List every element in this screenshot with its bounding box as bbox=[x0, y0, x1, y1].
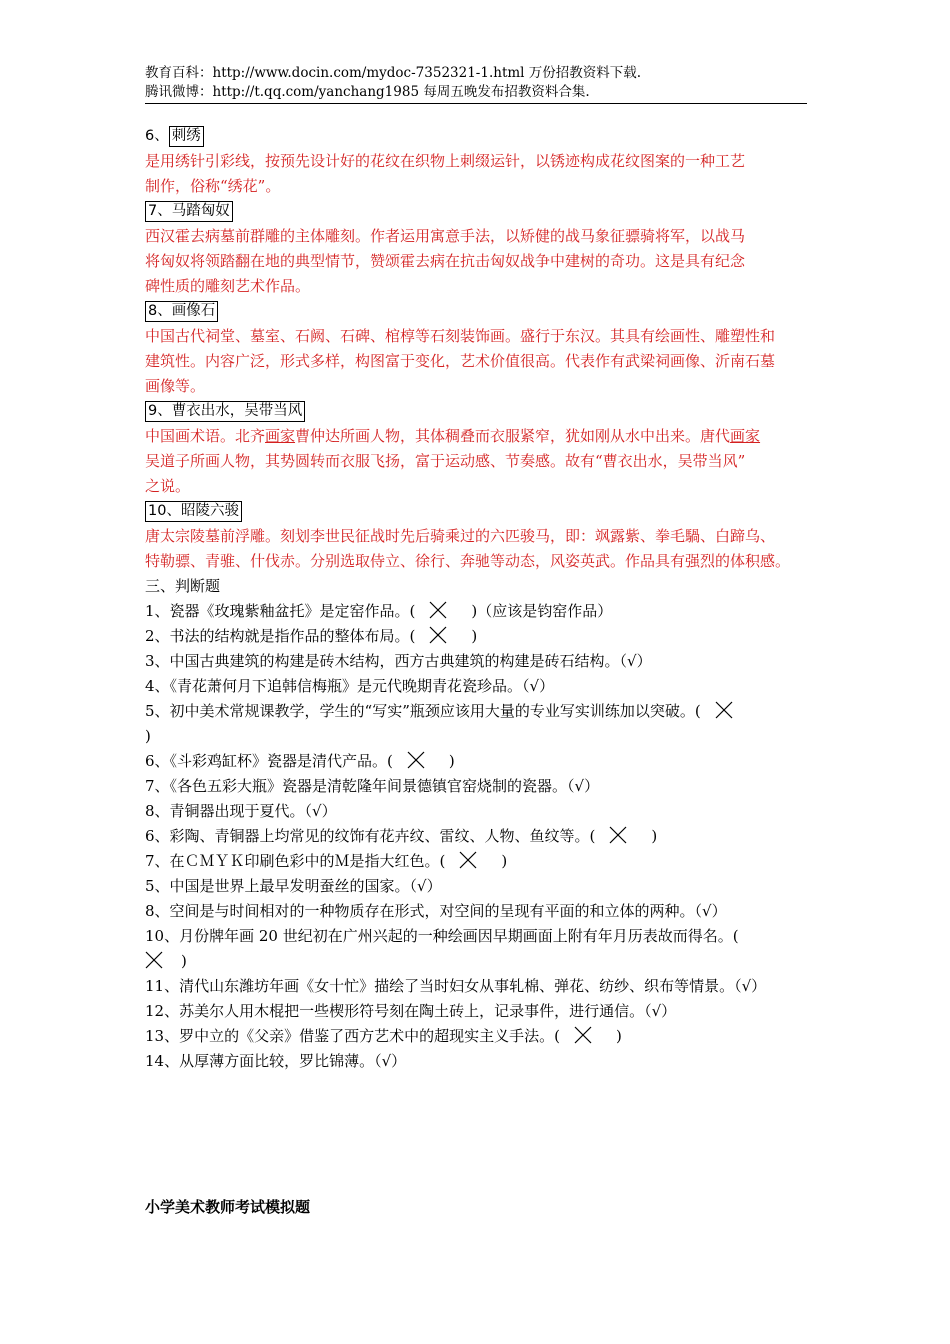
section-title: 三、判断题 bbox=[145, 577, 221, 595]
judgment-question bbox=[145, 649, 825, 674]
term-heading bbox=[145, 299, 825, 324]
cross-mark-icon bbox=[560, 1026, 616, 1044]
judgment-question bbox=[145, 774, 825, 799]
cross-mark-icon bbox=[393, 751, 449, 769]
question-text: 4、《青花萧何月下追韩信梅瓶》是元代晚期青花瓷珍品。（√） bbox=[145, 677, 555, 695]
definition-line: 画像等。 bbox=[145, 377, 206, 395]
painter-link[interactable]: 画家 bbox=[265, 427, 296, 445]
question-text: 3、中国古典建筑的构建是砖木结构，西方古典建筑的构建是砖石结构。（√） bbox=[145, 652, 652, 670]
term-number: 6、 bbox=[145, 128, 169, 144]
question-suffix: ) bbox=[651, 827, 658, 845]
question-text: 10、月份牌年画 20 世纪初在广州兴起的一种绘画因早期画面上附有年月历表故而得名。( bbox=[145, 927, 739, 945]
term-title: 8、画像石 bbox=[145, 301, 218, 322]
term-definition bbox=[145, 424, 825, 499]
judgment-question bbox=[145, 624, 825, 649]
question-text: 6、《斗彩鸡缸杯》瓷器是清代产品。( bbox=[145, 752, 393, 770]
definition-line: 吴道子所画人物，其势圆转而衣服飞扬，富于运动感、节奏感。故有“曹衣出水，吴带当风” bbox=[145, 452, 746, 470]
question-suffix: ) bbox=[448, 752, 455, 770]
term-heading bbox=[145, 199, 825, 224]
judgment-question bbox=[145, 874, 825, 899]
term-definition bbox=[145, 149, 825, 199]
judgment-question bbox=[145, 999, 825, 1024]
judgment-question bbox=[145, 599, 825, 624]
question-suffix: ) bbox=[145, 727, 151, 745]
definition-line: 是用绣针引彩线，按预先设计好的花纹在织物上刺缀运针，以锈迹构成花纹图案的一种工艺 bbox=[145, 152, 746, 170]
cross-mark-icon bbox=[445, 851, 501, 869]
cross-mark-icon bbox=[415, 601, 471, 619]
document-body bbox=[145, 124, 825, 1074]
term-heading bbox=[145, 499, 825, 524]
judgment-question bbox=[145, 749, 825, 774]
question-text: 8、空间是与时间相对的一种物质存在形式，对空间的呈现有平面的和立体的两种。（√） bbox=[145, 902, 727, 920]
question-text: 13、罗中立的《父亲》借鉴了西方艺术中的超现实主义手法。( bbox=[145, 1027, 560, 1045]
cross-mark-icon bbox=[145, 951, 181, 969]
question-text: 7、《各色五彩大瓶》瓷器是清乾隆年间景德镇官窑烧制的瓷器。（√） bbox=[145, 777, 600, 795]
question-text: 1、瓷器《玫瑰紫釉盆托》是定窑作品。( bbox=[145, 602, 416, 620]
question-suffix: ) bbox=[615, 1027, 622, 1045]
question-suffix: ) bbox=[181, 952, 187, 970]
header-line-2: 腾讯微博：http://t.qq.com/yanchang1985 每周五晚发布招教资料合集. bbox=[145, 84, 590, 100]
judgment-question bbox=[145, 799, 825, 824]
term-title: 刺绣 bbox=[169, 126, 204, 147]
question-text: 8、青铜器出现于夏代。（√） bbox=[145, 802, 337, 820]
question-suffix: )（应该是钧窑作品） bbox=[471, 602, 613, 620]
term-definition bbox=[145, 324, 825, 399]
footer-title: 小学美术教师考试模拟题 bbox=[145, 1198, 311, 1216]
term-heading bbox=[145, 124, 825, 149]
question-list bbox=[145, 599, 825, 1074]
question-text: 5、初中美术常规课教学，学生的“写实”瓶颈应该用大量的专业写实训练加以突破。( bbox=[145, 702, 701, 720]
judgment-question bbox=[145, 1049, 825, 1074]
question-text: 2、书法的结构就是指作品的整体布局。( bbox=[145, 627, 416, 645]
judgment-question bbox=[145, 974, 825, 999]
question-text: 14、从厚薄方面比较，罗比锦薄。（√） bbox=[145, 1052, 407, 1070]
question-suffix: ) bbox=[501, 852, 508, 870]
question-text: 11、清代山东潍坊年画《女十忙》描绘了当时妇女从事轧棉、弹花、纺纱、织布等情景。（√） bbox=[145, 977, 767, 995]
definition-line: 制作，俗称“绣花”。 bbox=[145, 177, 281, 195]
judgment-question bbox=[145, 1024, 825, 1049]
judgment-question bbox=[145, 849, 825, 874]
judgment-question bbox=[145, 899, 825, 924]
definition-text: 中国画术语。北齐 bbox=[145, 427, 266, 445]
painter-link[interactable]: 画家 bbox=[730, 427, 761, 445]
cross-mark-icon bbox=[415, 626, 471, 644]
question-suffix: ) bbox=[471, 627, 478, 645]
definition-line: 碑性质的雕刻艺术作品。 bbox=[145, 277, 311, 295]
judgment-question bbox=[145, 674, 825, 699]
judgment-question bbox=[145, 924, 825, 974]
term-heading bbox=[145, 399, 825, 424]
cross-mark-icon bbox=[595, 826, 651, 844]
page-header bbox=[145, 64, 807, 104]
definition-line: 将匈奴将领踏翻在地的典型情节，赞颂霍去病在抗击匈奴战争中建树的奇功。这是具有纪念 bbox=[145, 252, 746, 270]
judgment-question bbox=[145, 824, 825, 849]
definition-line bbox=[145, 424, 825, 449]
definition-line: 建筑性。内容广泛，形式多样，构图富于变化，艺术价值很高。代表作有武梁祠画像、沂南石墓 bbox=[145, 352, 776, 370]
definition-line: 中国古代祠堂、墓室、石阙、石碑、棺椁等石刻装饰画。盛行于东汉。其具有绘画性、雕塑性和 bbox=[145, 327, 776, 345]
judgment-question bbox=[145, 699, 825, 749]
term-title: 10、昭陵六骏 bbox=[145, 501, 242, 522]
term-title: 9、曹衣出水，吴带当风 bbox=[145, 401, 305, 422]
term-definition bbox=[145, 524, 825, 574]
definition-line: 之说。 bbox=[145, 477, 191, 495]
header-line-1: 教育百科：http://www.docin.com/mydoc-7352321-1.html 万份招教资料下载. bbox=[145, 65, 642, 81]
cross-mark-icon bbox=[701, 701, 757, 719]
definition-text: 曹仲达所画人物，其体稠叠而衣服紧窄，犹如刚从水中出来。唐代 bbox=[295, 427, 731, 445]
definition-line: 唐太宗陵墓前浮雕。刻划李世民征战时先后骑乘过的六匹骏马，即：飒露紫、拳毛騧、白蹄乌、 bbox=[145, 527, 776, 545]
question-text: 5、中国是世界上最早发明蚕丝的国家。（√） bbox=[145, 877, 442, 895]
definition-line: 特勒骠、青骓、什伐赤。分别选取侍立、徐行、奔驰等动态，风姿英武。作品具有强烈的体积感。 bbox=[145, 552, 791, 570]
term-title: 7、马踏匈奴 bbox=[145, 201, 233, 222]
term-definition bbox=[145, 224, 825, 299]
question-text: 12、苏美尔人用木棍把一些楔形符号刻在陶土砖上，记录事件，进行通信。（√） bbox=[145, 1002, 677, 1020]
question-text: 7、在ＣＭＹＫ印刷色彩中的Ｍ是指大红色。( bbox=[145, 852, 446, 870]
definition-line: 西汉霍去病墓前群雕的主体雕刻。作者运用寓意手法，以矫健的战马象征骠骑将军，以战马 bbox=[145, 227, 746, 245]
question-text: 6、彩陶、青铜器上均常见的纹饰有花卉纹、雷纹、人物、鱼纹等。( bbox=[145, 827, 596, 845]
